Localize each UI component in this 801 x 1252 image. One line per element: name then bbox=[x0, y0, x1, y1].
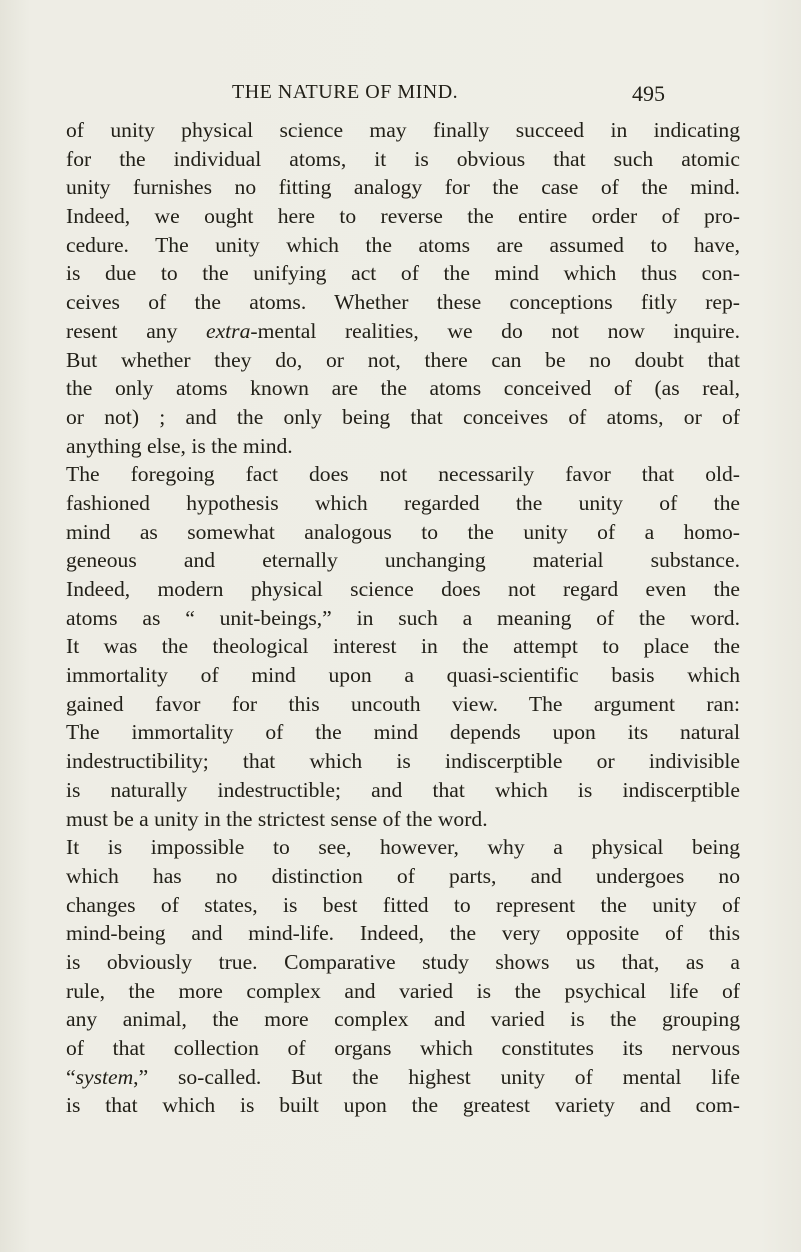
text-line: atoms as “ unit-beings,” in such a meaning of the word. bbox=[66, 605, 740, 630]
text-line: which has no distinction of parts, and undergoes no bbox=[66, 863, 740, 888]
text-line: mind-being and mind-life. Indeed, the very opposite of this bbox=[66, 921, 740, 946]
text-line: ceives of the atoms. Whether these conceptions fitly rep- bbox=[66, 290, 740, 315]
text-line: The foregoing fact does not necessarily favor that old- bbox=[66, 462, 740, 487]
text-segment: -mental realities, we do not now inquire. bbox=[250, 318, 740, 343]
text-line: anything else, is the mind. bbox=[66, 433, 293, 458]
body-text bbox=[66, 116, 740, 1120]
text-line bbox=[66, 317, 740, 346]
text-line: or not) ; and the only being that conceives of atoms, or of bbox=[66, 404, 740, 429]
text-line: It was the theological interest in the attempt to place the bbox=[66, 634, 740, 659]
text-segment: ,” so-called. But the highest unity of mental life bbox=[133, 1064, 740, 1089]
text-segment: “ bbox=[66, 1064, 76, 1089]
text-line: is naturally indestructible; and that which is indiscerptible bbox=[66, 777, 740, 802]
text-line: immortality of mind upon a quasi-scientific basis which bbox=[66, 663, 740, 688]
text-line: It is impossible to see, however, why a physical being bbox=[66, 835, 740, 860]
text-line: for the individual atoms, it is obvious that such atomic bbox=[66, 146, 740, 171]
text-line: is due to the unifying act of the mind which thus con- bbox=[66, 261, 740, 286]
text-line: gained favor for this uncouth view. The argument ran: bbox=[66, 691, 740, 716]
page-number: 495 bbox=[632, 81, 665, 106]
text-line: any animal, the more complex and varied is the grouping bbox=[66, 1007, 740, 1032]
text-line: But whether they do, or not, there can be no doubt that bbox=[66, 347, 740, 372]
text-line: is obviously true. Comparative study shows us that, as a bbox=[66, 949, 740, 974]
text-line: must be a unity in the strictest sense of the word. bbox=[66, 806, 488, 831]
text-line: geneous and eternally unchanging material substance. bbox=[66, 548, 740, 573]
italic-segment: extra bbox=[206, 318, 251, 343]
text-line: fashioned hypothesis which regarded the unity of the bbox=[66, 490, 740, 515]
text-line: Indeed, modern physical science does not regard even the bbox=[66, 577, 740, 601]
text-line: mind as somewhat analogous to the unity of a homo- bbox=[66, 519, 740, 544]
text-line: unity furnishes no fitting analogy for the case of the mind. bbox=[66, 175, 740, 200]
running-header bbox=[232, 81, 665, 107]
text-line: Indeed, we ought here to reverse the entire order of pro- bbox=[66, 204, 740, 229]
text-line: rule, the more complex and varied is the psychical life of bbox=[66, 978, 740, 1003]
text-line: cedure. The unity which the atoms are assumed to have, bbox=[66, 232, 740, 257]
text-line: the only atoms known are the atoms conceived of (as real, bbox=[66, 376, 740, 401]
text-line: indestructibility; that which is indiscerptible or indivisible bbox=[66, 749, 740, 774]
text-line: changes of states, is best fitted to represent the unity of bbox=[66, 892, 740, 917]
text-segment: resent any bbox=[66, 318, 207, 343]
text-line: of that collection of organs which constitutes its nervous bbox=[66, 1036, 740, 1060]
text-line: is that which is built upon the greatest variety and com- bbox=[66, 1093, 740, 1118]
text-line: of unity physical science may finally succeed in indicating bbox=[66, 118, 740, 142]
text-line: The immortality of the mind depends upon its natural bbox=[66, 720, 740, 745]
running-title: THE NATURE OF MIND. bbox=[232, 81, 459, 103]
italic-segment: system bbox=[75, 1064, 134, 1089]
text-line bbox=[66, 1063, 740, 1092]
